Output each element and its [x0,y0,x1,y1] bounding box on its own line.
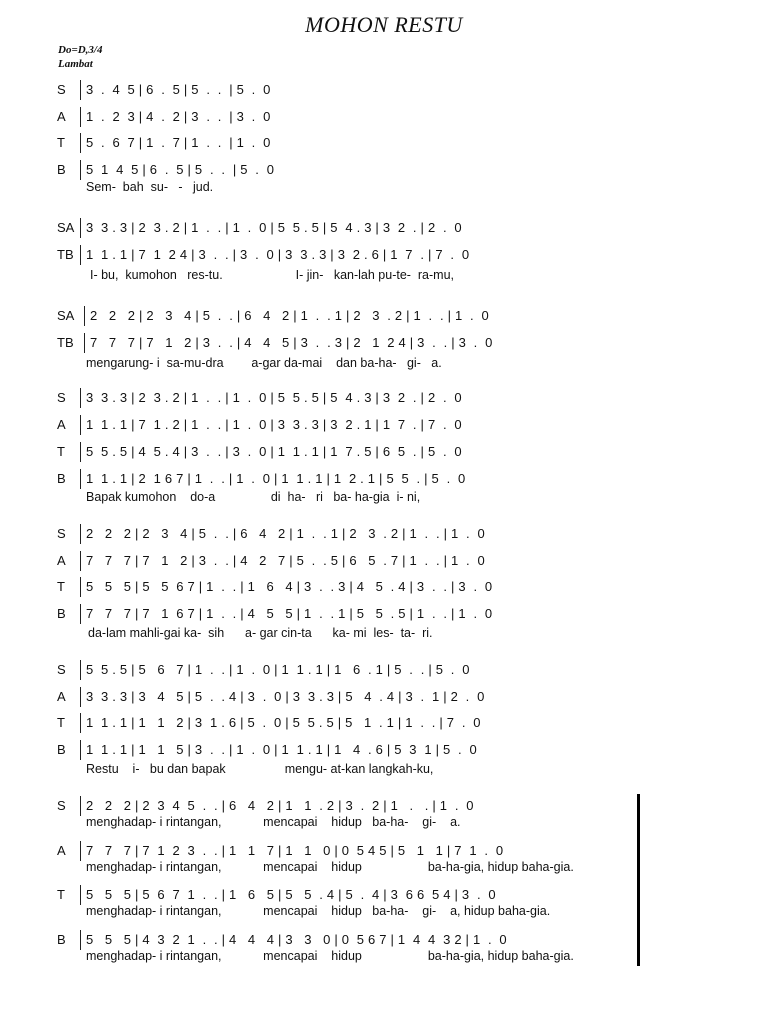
barline [80,713,81,733]
key-signature: Do=D,3/4 [58,44,103,56]
voice-label: T [57,715,65,730]
lyric-line: Restu i- bu dan bapak mengu- at-kan langkah-ku, [86,762,434,776]
voice-row [0,245,768,265]
voice-row [0,740,768,760]
voice-row [0,713,768,733]
voice-label: B [57,161,66,177]
voice-row [0,333,768,353]
notation-line: 5 5 5 | 4 3 2 1 . . | 4 4 4 | 3 3 0 | 0 5 6 7 | 1 4 4 3 2 | 1 . 0 [86,931,507,947]
voice-label: T [57,444,65,459]
barline [80,245,81,265]
lyric-line: menghadap- i rintangan, mencapai hidup ba-ha- gi- a, hidup baha-gia. [86,904,551,918]
lyric-line: menghadap- i rintangan, mencapai hidup ba-ha-gia, hidup baha-gia. [86,948,574,963]
barline [80,415,81,435]
voice-label: B [57,471,66,486]
barline [80,107,81,127]
barline [84,306,85,326]
voice-row [0,133,768,153]
voice-label: T [57,887,65,902]
voice-row [0,218,768,238]
barline [80,885,81,905]
barline [80,687,81,707]
barline [80,442,81,462]
voice-row [0,524,768,544]
barline [80,660,81,680]
notation-line: 5 5 . 5 | 5 6 7 | 1 . . | 1 . 0 | 1 1 . 1 | 1 6 . 1 | 5 . . | 5 . 0 [86,662,470,677]
voice-label: TB [57,335,74,350]
voice-label: A [57,108,66,124]
song-title: MOHON RESTU [305,12,463,37]
notation-line: 2 2 2 | 2 3 4 | 5 . . | 6 4 2 | 1 . . 1 | 2 3 . 2 | 1 . . | 1 . 0 [90,308,489,323]
notation-line: 5 5 . 5 | 4 5 . 4 | 3 . . | 3 . 0 | 1 1 . 1 | 1 7 . 5 | 6 5 . | 5 . 0 [86,444,462,459]
tempo-marking: Lambat [58,58,93,70]
voice-label: S [57,662,66,677]
lyric-line: Bapak kumohon do-a di ha- ri ba- ha-gia i- ni, [86,490,421,504]
voice-label: S [57,798,66,813]
voice-label: T [57,135,65,150]
barline [80,740,81,760]
voice-row [0,442,768,462]
notation-line: 3 3 . 3 | 3 4 5 | 5 . . 4 | 3 . 0 | 3 3 . 3 | 5 4 . 4 | 3 . 1 | 2 . 0 [86,688,485,704]
voice-label: A [57,417,66,432]
notation-line: 1 1 . 1 | 1 1 2 | 3 1 . 6 | 5 . 0 | 5 5 . 5 | 5 1 . 1 | 1 . . | 7 . 0 [86,715,481,730]
notation-line: 7 7 7 | 7 1 2 | 3 . . | 4 4 5 | 3 . . 3 | 2 1 2 4 | 3 . . | 3 . 0 [90,335,493,350]
barline [80,841,81,861]
voice-row [0,469,768,489]
notation-line: 7 7 7 | 7 1 2 | 3 . . | 4 2 7 | 5 . . 5 | 6 5 . 7 | 1 . . | 1 . 0 [86,552,485,568]
lyric-line: mengarung- i sa-mu-dra a-gar da-mai dan ba-ha- gi- a. [86,356,442,370]
voice-label: S [57,526,66,541]
barline [80,80,81,100]
barline [80,388,81,408]
notation-line: 1 1 . 1 | 7 1 2 4 | 3 . . | 3 . 0 | 3 3 . 3 | 3 2 . 6 | 1 7 . | 7 . 0 [86,246,470,262]
notation-line: 3 3 . 3 | 2 3 . 2 | 1 . . | 1 . 0 | 5 5 . 5 | 5 4 . 3 | 3 2 . | 2 . 0 [86,390,462,405]
notation-line: 1 1 . 1 | 1 1 5 | 3 . . | 1 . 0 | 1 1 . 1 | 1 4 . 6 | 5 3 1 | 5 . 0 [86,741,477,757]
voice-label: A [57,688,66,704]
barline [80,604,81,624]
notation-line: 7 7 7 | 7 1 2 3 . . | 1 1 7 | 1 1 0 | 0 5 4 5 | 5 1 1 | 7 1 . 0 [86,842,504,858]
voice-label: B [57,931,66,947]
barline [80,796,81,816]
voice-row [0,388,768,408]
voice-row [0,604,768,624]
voice-label: S [57,390,66,405]
lyric-line: da-lam mahli-gai ka- sih a- gar cin-ta ka- mi les- ta- ri. [88,626,433,640]
notation-line: 5 . 6 7 | 1 . 7 | 1 . . | 1 . 0 [86,135,271,150]
final-barline [637,794,640,966]
voice-label: S [57,82,66,97]
notation-line: 3 . 4 5 | 6 . 5 | 5 . . | 5 . 0 [86,82,271,97]
voice-row [0,687,768,707]
lyric-line: menghadap- i rintangan, mencapai hidup ba-ha-gia, hidup baha-gia. [86,859,574,874]
voice-row [0,160,768,180]
barline [80,577,81,597]
notation-line: 5 1 4 5 | 6 . 5 | 5 . . | 5 . 0 [86,161,275,177]
voice-row [0,796,768,816]
barline [80,930,81,950]
lyric-line: menghadap- i rintangan, mencapai hidup ba-ha- gi- a. [86,815,461,829]
voice-label: A [57,842,66,858]
lyric-line: Sem- bah su- - jud. [86,180,214,194]
voice-row [0,415,768,435]
voice-row [0,107,768,127]
notation-line: 1 1 . 1 | 7 1 . 2 | 1 . . | 1 . 0 | 3 3 . 3 | 3 2 . 1 | 1 7 . | 7 . 0 [86,417,462,432]
barline [80,218,81,238]
notation-line: 3 3 . 3 | 2 3 . 2 | 1 . . | 1 . 0 | 5 5 . 5 | 5 4 . 3 | 3 2 . | 2 . 0 [86,220,462,235]
voice-row [0,577,768,597]
voice-row [0,551,768,571]
voice-row [0,660,768,680]
barline [80,551,81,571]
voice-row [0,841,768,861]
lyric-line: I- bu, kumohon res-tu. I- jin- kan-lah pu-te- ra-mu, [90,268,455,282]
barline [80,469,81,489]
barline [80,160,81,180]
voice-label: T [57,579,65,594]
voice-label: B [57,741,66,757]
voice-label: B [57,605,66,621]
voice-row [0,885,768,905]
voice-row [0,306,768,326]
notation-line: 2 2 2 | 2 3 4 5 . . | 6 4 2 | 1 1 . 2 | 3 . 2 | 1 . . | 1 . 0 [86,798,474,813]
barline [80,524,81,544]
notation-line: 7 7 7 | 7 1 6 7 | 1 . . | 4 5 5 | 1 . . 1 | 5 5 . 5 | 1 . . | 1 . 0 [86,605,493,621]
voice-label: SA [57,308,75,323]
voice-row [0,930,768,950]
voice-label: A [57,552,66,568]
voice-label: TB [57,246,74,262]
barline [80,133,81,153]
notation-line: 5 5 5 | 5 6 7 1 . . | 1 6 5 | 5 5 . 4 | 5 . 4 | 3 6 6 5 4 | 3 . 0 [86,887,496,902]
voice-label: SA [57,220,75,235]
notation-line: 1 . 2 3 | 4 . 2 | 3 . . | 3 . 0 [86,108,271,124]
notation-line: 5 5 5 | 5 5 6 7 | 1 . . | 1 6 4 | 3 . . 3 | 4 5 . 4 | 3 . . | 3 . 0 [86,579,493,594]
notation-line: 1 1 . 1 | 2 1 6 7 | 1 . . | 1 . 0 | 1 1 . 1 | 1 2 . 1 | 5 5 . | 5 . 0 [86,471,466,486]
notation-line: 2 2 2 | 2 3 4 | 5 . . | 6 4 2 | 1 . . 1 | 2 3 . 2 | 1 . . | 1 . 0 [86,526,485,541]
barline [84,333,85,353]
voice-row [0,80,768,100]
